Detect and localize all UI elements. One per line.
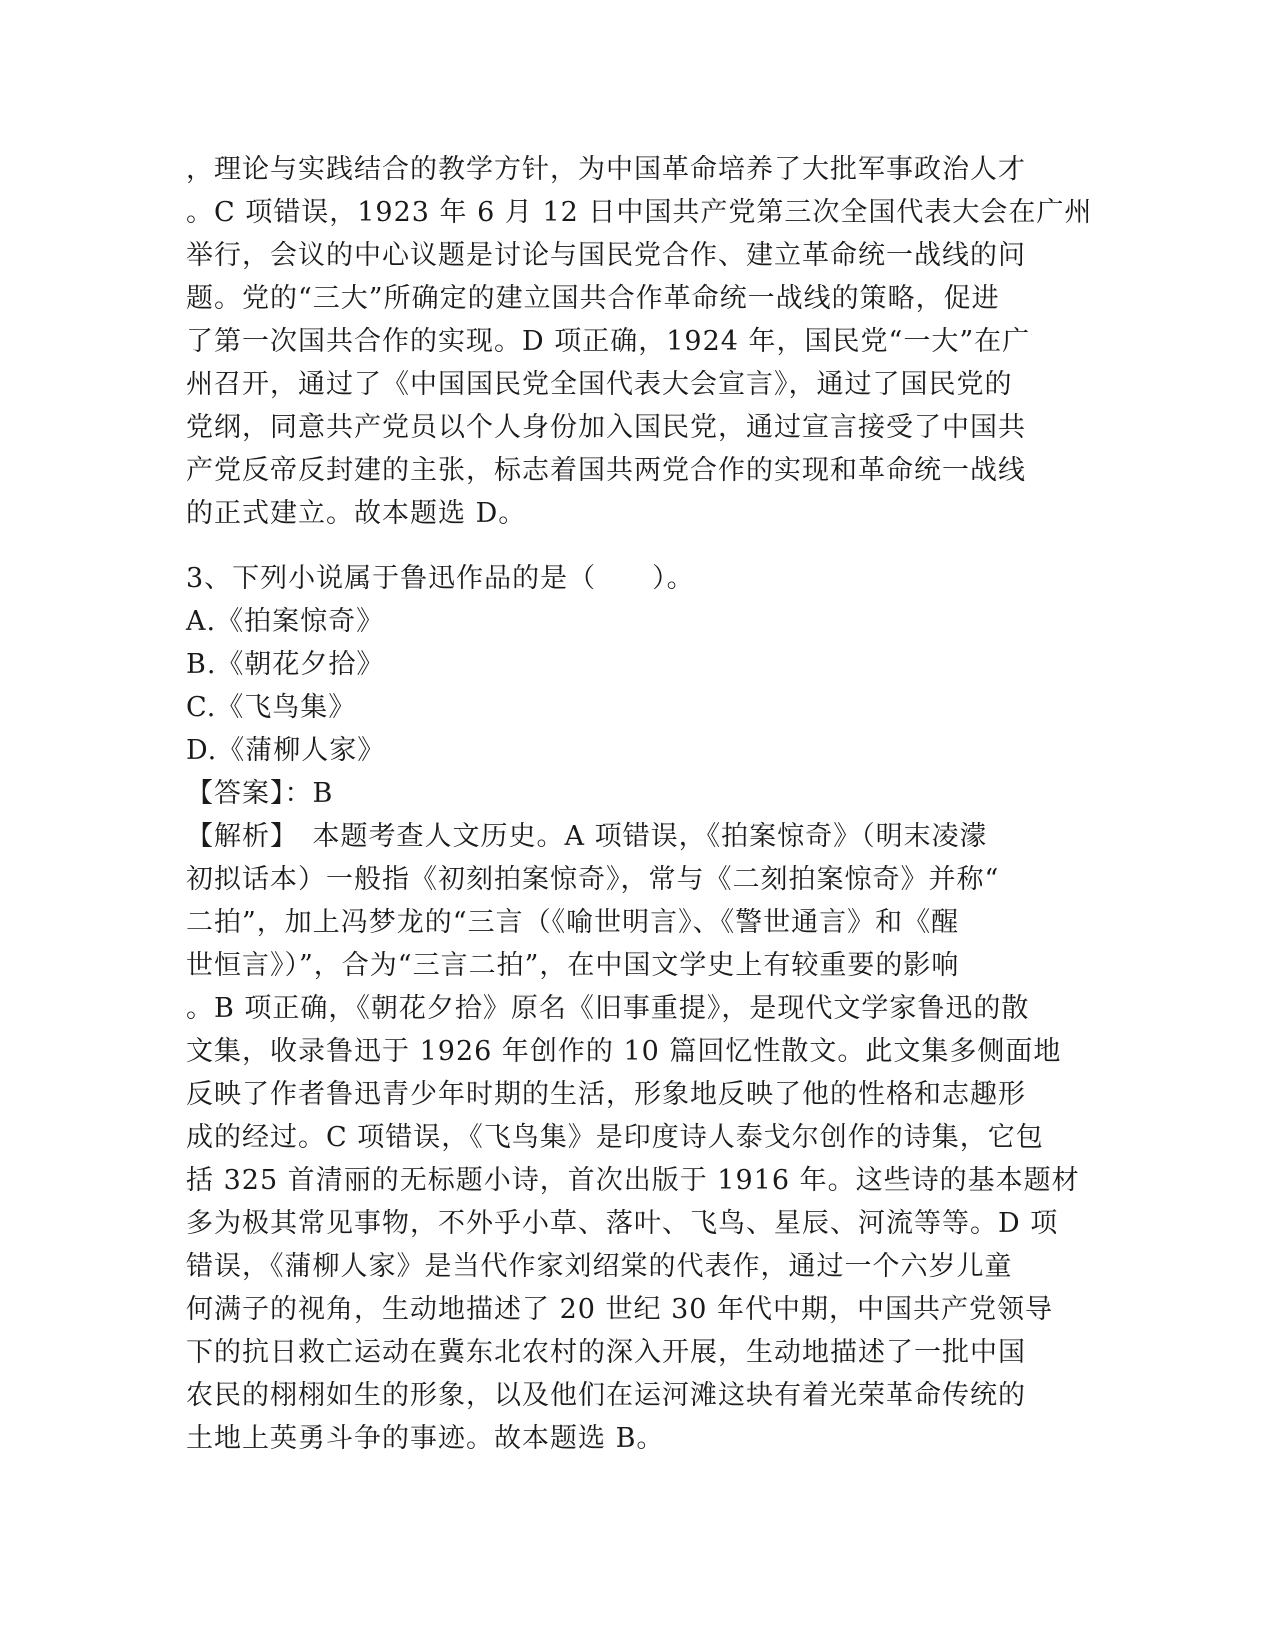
text-line: 党纲，同意共产党员以个人身份加入国民党，通过宣言接受了中国共 <box>186 412 1026 443</box>
analysis-line: 土地上英勇斗争的事迹。故本题选 B。 <box>186 1423 665 1454</box>
text-line: 。C 项错误，1923 年 6 月 12 日中国共产党第三次全国代表大会在广州 <box>186 197 1093 228</box>
text-line: ，理论与实践结合的教学方针，为中国革命培养了大批军事政治人才 <box>186 154 1026 185</box>
analysis-line: 错误，《蒲柳人家》是当代作家刘绍棠的代表作，通过一个六岁儿童 <box>186 1251 1013 1282</box>
analysis-line: 括 325 首清丽的无标题小诗，首次出版于 1916 年。这些诗的基本题材 <box>186 1165 1080 1196</box>
text-line: 了第一次国共合作的实现。D 项正确，1924 年，国民党“一大”在广 <box>186 326 1031 357</box>
analysis-line: 二拍”，加上冯梦龙的“三言（《喻世明言》、《警世通言》和《醒 <box>186 907 960 938</box>
text-line: 州召开，通过了《中国国民党全国代表大会宣言》，通过了国民党的 <box>186 369 1013 400</box>
option-b: B.《朝花夕拾》 <box>186 649 385 680</box>
text-line: 产党反帝反封建的主张，标志着国共两党合作的实现和革命统一战线 <box>186 455 1026 486</box>
section-gap <box>186 535 1086 557</box>
option-c: C.《飞鸟集》 <box>186 692 357 723</box>
analysis-line: 文集，收录鲁迅于 1926 年创作的 10 篇回忆性散文。此文集多侧面地 <box>186 1036 1062 1067</box>
analysis-line: 。B 项正确，《朝花夕拾》原名《旧事重提》，是现代文学家鲁迅的散 <box>186 993 1030 1024</box>
analysis-line: 农民的栩栩如生的形象，以及他们在运河滩这块有着光荣革命传统的 <box>186 1380 1026 1411</box>
question-3 <box>186 557 1086 1460</box>
option-d: D.《蒲柳人家》 <box>186 735 386 766</box>
text-line: 举行，会议的中心议题是讨论与国民党合作、建立革命统一战线的问 <box>186 240 1026 271</box>
text-line: 题。党的“三大”所确定的建立国共合作革命统一战线的策略，促进 <box>186 283 1000 314</box>
answer-line: 【答案】：B <box>186 778 334 809</box>
analysis <box>186 815 1086 1460</box>
analysis-line: 【解析】 本题考查人文历史。A 项错误，《拍案惊奇》（明末凌濛 <box>186 821 988 852</box>
analysis-line: 下的抗日救亡运动在冀东北农村的深入开展，生动地描述了一批中国 <box>186 1337 1026 1368</box>
analysis-line: 多为极其常见事物，不外乎小草、落叶、飞鸟、星辰、河流等等。D 项 <box>186 1208 1059 1239</box>
analysis-line: 成的经过。C 项错误，《飞鸟集》是印度诗人泰戈尔创作的诗集，它包 <box>186 1122 1044 1153</box>
option-a: A.《拍案惊奇》 <box>186 606 385 637</box>
document-page <box>186 148 1093 1460</box>
analysis-line: 世恒言》）”，合为“三言二拍”，在中国文学史上有较重要的影响 <box>186 950 960 981</box>
previous-explanation <box>186 148 1093 535</box>
analysis-line: 何满子的视角，生动地描述了 20 世纪 30 年代中期，中国共产党领导 <box>186 1294 1054 1325</box>
analysis-line: 反映了作者鲁迅青少年时期的生活，形象地反映了他的性格和志趣形 <box>186 1079 1026 1110</box>
question-stem: 3、下列小说属于鲁迅作品的是（ ）。 <box>186 563 695 594</box>
analysis-line: 初拟话本）一般指《初刻拍案惊奇》，常与《二刻拍案惊奇》并称“ <box>186 864 1000 895</box>
text-line: 的正式建立。故本题选 D。 <box>186 498 527 529</box>
